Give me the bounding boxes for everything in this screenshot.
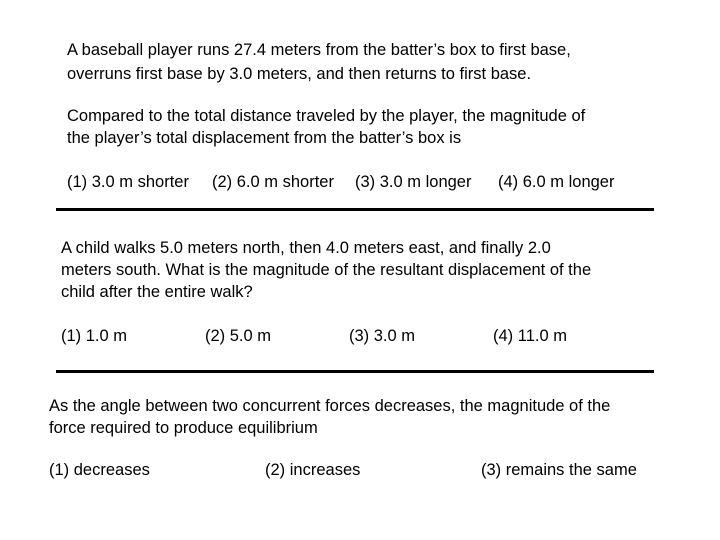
q1-prompt-line-2: the player’s total displacement from the batter’s box is xyxy=(67,129,462,147)
q3-choice-3: (3) remains the same xyxy=(481,461,637,479)
q1-line-1: A baseball player runs 27.4 meters from the batter’s box to first base, xyxy=(67,41,571,59)
q2-choice-2: (2) 5.0 m xyxy=(205,327,272,345)
q2-line-2: meters south. What is the magnitude of the resultant displacement of the xyxy=(61,261,592,279)
q1-choice-1: (1) 3.0 m shorter xyxy=(67,173,189,191)
q2-choice-3: (3) 3.0 m xyxy=(349,327,416,345)
divider-2 xyxy=(56,370,654,373)
q2-line-1: A child walks 5.0 meters north, then 4.0 meters east, and finally 2.0 xyxy=(61,239,551,257)
q3-line-1: As the angle between two concurrent forces decreases, the magnitude of the xyxy=(49,397,611,415)
q2-choice-4: (4) 11.0 m xyxy=(493,327,567,345)
q3-choice-1: (1) decreases xyxy=(49,461,150,479)
divider-1 xyxy=(56,208,654,211)
q3-choice-2: (2) increases xyxy=(265,461,361,479)
q1-choice-3: (3) 3.0 m longer xyxy=(355,173,472,191)
q1-prompt-line-1: Compared to the total distance traveled by the player, the magnitude of xyxy=(67,107,586,125)
q2-line-3: child after the entire walk? xyxy=(61,283,253,301)
q1-choice-4: (4) 6.0 m longer xyxy=(498,173,615,191)
q2-choice-1: (1) 1.0 m xyxy=(61,327,128,345)
q1-choice-2: (2) 6.0 m shorter xyxy=(212,173,334,191)
q3-line-2: force required to produce equilibrium xyxy=(49,419,318,437)
q1-line-2: overruns first base by 3.0 meters, and then returns to first base. xyxy=(67,65,532,83)
